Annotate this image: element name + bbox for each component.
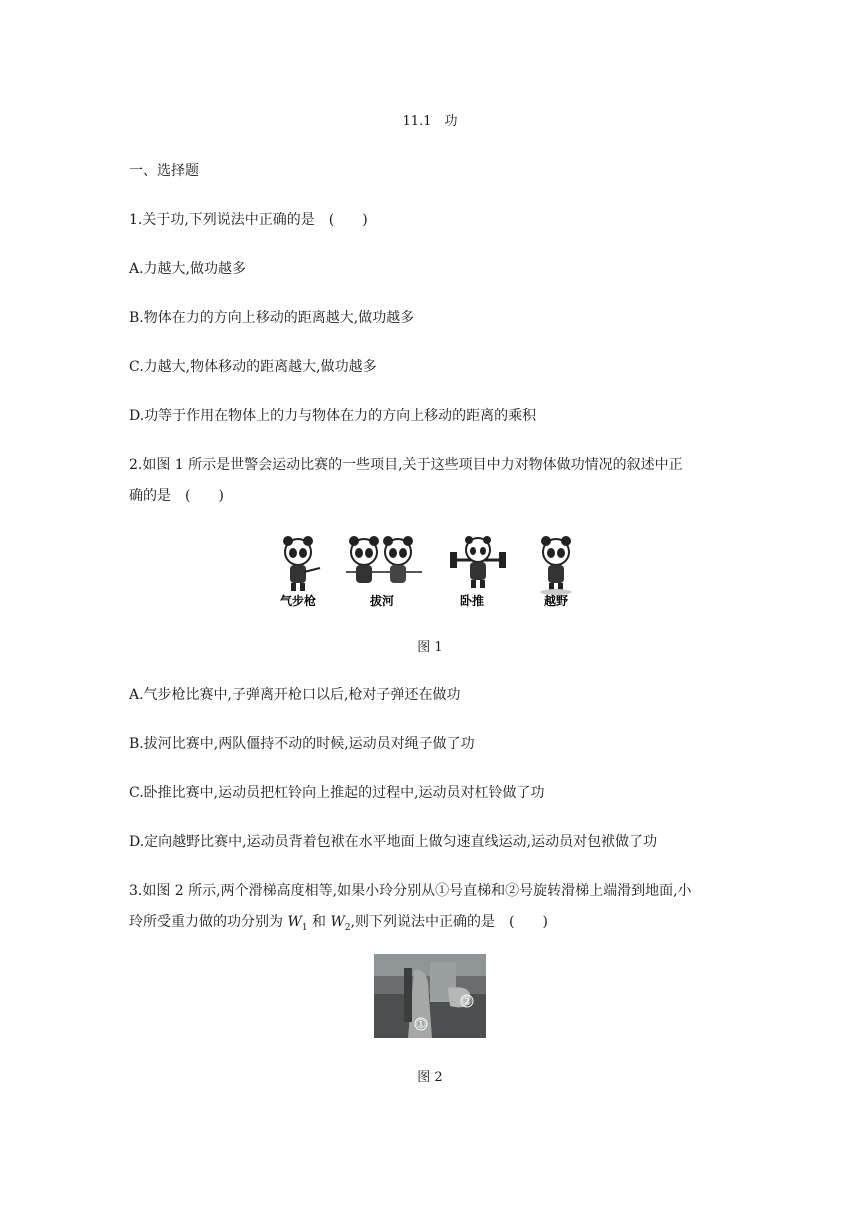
mascot-air-rifle-icon [283,536,320,591]
fig1-label-crosscountry: 越野 [543,594,569,608]
figure-1-caption: 图 1 [417,640,443,655]
q1-option-a: A.力越大,做功越多 [129,261,247,277]
q2-option-c: C.卧推比赛中,运动员把杠铃向上推起的过程中,运动员对杠铃做了功 [129,785,545,801]
fig1-label-tug: 拔河 [369,594,395,608]
q3-stem-line1: 3.如图 2 所示,两个滑梯高度相等,如果小玲分别从①号直梯和②号旋转滑梯上端滑到地面,小 [129,883,692,899]
q1-option-b: B.物体在力的方向上移动的距离越大,做功越多 [129,310,415,326]
fig1-label-press: 卧推 [459,594,485,608]
q1-option-d: D.功等于作用在物体上的力与物体在力的方向上移动的距离的乘积 [129,408,537,424]
q1-stem: 1.关于功,下列说法中正确的是 ( ) [129,212,368,228]
q2-stem-line2: 确的是 ( ) [129,488,224,504]
mascot-cross-country-icon [540,536,572,595]
q2-option-d: D.定向越野比赛中,运动员背着包袱在水平地面上做匀速直线运动,运动员对包袱做了功 [129,834,658,850]
fig2-mark-spiral-slide: ② [461,994,473,1008]
figure-2-illustration [374,954,486,1038]
fig1-label-rifle: 气步枪 [279,594,317,608]
q1-option-c: C.力越大,物体移动的距离越大,做功越多 [129,359,377,375]
q2-option-a: A.气步枪比赛中,子弹离开枪口以后,枪对子弹还在做功 [129,687,461,703]
figure-2-slides-photo [374,954,486,1038]
figure-1-sports-mascots [276,532,586,612]
mascot-tug-of-war-icon [346,536,422,583]
page-title: 11.1 功 [402,114,458,129]
q2-option-b: B.拔河比赛中,两队僵持不动的时候,运动员对绳子做了功 [129,736,475,752]
figure-2-caption: 图 2 [417,1070,443,1085]
section-heading: 一、选择题 [129,163,199,179]
mascot-bench-press-icon [450,536,506,588]
figure-1-illustration [276,532,586,612]
q2-stem-line1: 2.如图 1 所示是世警会运动比赛的一些项目,关于这些项目中力对物体做功情况的叙述中正 [129,457,683,473]
q3-stem-line2: 玲所受重力做的功分别为 $W_1$ 和 $W_2$,则下列说法中正确的是 ( ) [129,914,548,933]
fig2-mark-straight-slide: ① [415,1017,427,1031]
